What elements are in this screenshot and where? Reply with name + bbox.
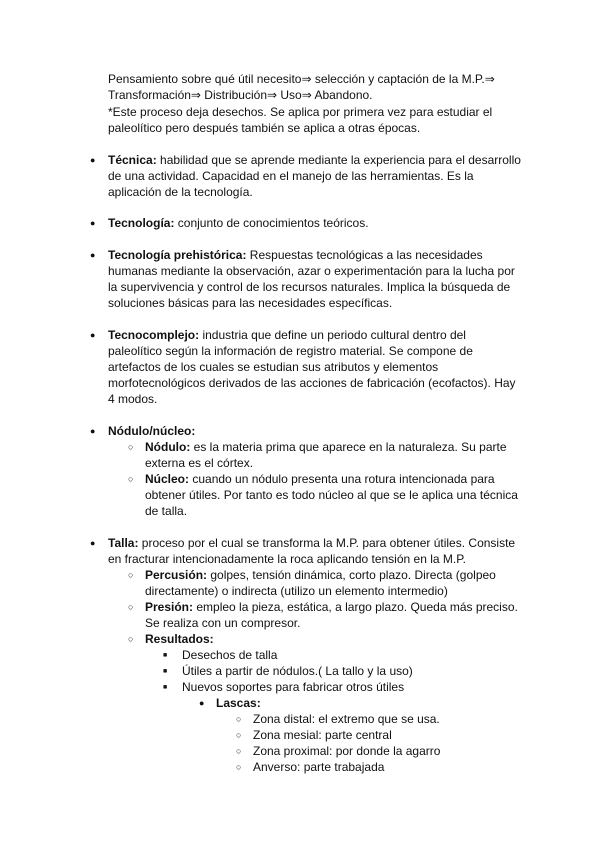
resultado-item-2: Útiles a partir de nódulos.( La tallo y la uso) <box>182 664 413 678</box>
presion-line-1: Presión: empleo la pieza, estática, a largo plazo. Queda más preciso. <box>145 600 518 614</box>
intro-line-1: Pensamiento sobre qué útil necesito⇒ selección y captación de la M.P.⇒ <box>108 72 495 86</box>
term-nucleo: Núcleo: <box>145 472 190 486</box>
intro-line-4: paleolítico pero después también se aplica a otras épocas. <box>108 121 421 135</box>
bullet-circle-icon: ○ <box>128 570 134 580</box>
term-tecnologia: Tecnología: <box>108 216 175 230</box>
term-nodulo-nucleo: Nódulo/núcleo: <box>108 424 196 438</box>
term-tecnologia-prehistorica: Tecnología prehistórica: <box>108 248 247 262</box>
intro-line-3: *Este proceso deja desechos. Se aplica por primera vez para estudiar el <box>108 105 493 119</box>
bullet-circle-icon: ○ <box>236 746 242 756</box>
term-nodulo: Nódulo: <box>145 440 191 454</box>
bullet-dot-icon: ● <box>90 218 96 228</box>
nodulo-line-2: externa es el córtex. <box>145 456 254 470</box>
bullet-circle-icon: ○ <box>128 602 134 612</box>
term-tecnocomplejo: Tecnocomplejo: <box>108 328 200 342</box>
term-lascas: Lascas: <box>216 696 261 710</box>
bullet-dot-icon: ● <box>90 250 96 260</box>
tecnocomplejo-line-3: artefactos de los cuales se estudian sus atributos y elementos <box>108 360 439 374</box>
bullet-square-icon: ■ <box>163 668 168 675</box>
bullet-circle-icon: ○ <box>128 634 134 644</box>
tecnocomplejo-line-1: Tecnocomplejo: industria que define un periodo cultural dentro del <box>108 328 466 342</box>
tecnocomplejo-line-4: morfotecnológicos derivados de las acciones de fabricación (ecofactos). Hay <box>108 376 516 390</box>
bullet-dot-icon: ● <box>90 538 96 548</box>
tecnologia-line-1: Tecnología: conjunto de conocimientos teóricos. <box>108 216 369 230</box>
talla-line-2: en fracturar intencionadamente la roca aplicando tensión en la M.P. <box>108 552 467 566</box>
bullet-circle-icon: ○ <box>236 730 242 740</box>
term-presion: Presión: <box>145 600 194 614</box>
lasca-zona-proximal: Zona proximal: por donde la agarro <box>253 744 441 758</box>
tecnica-line-3: aplicación de la tecnología. <box>108 185 253 199</box>
prehistorica-line-1: Tecnología prehistórica: Respuestas tecnológicas a las necesidades <box>108 248 483 262</box>
term-percusion: Percusión: <box>145 568 208 582</box>
bullet-circle-icon: ○ <box>236 762 242 772</box>
term-resultados: Resultados: <box>145 632 214 646</box>
prehistorica-line-4: soluciones básicas para las necesidades específicas. <box>108 296 393 310</box>
nucleo-line-3: de talla. <box>145 504 188 518</box>
bullet-circle-icon: ○ <box>128 474 134 484</box>
resultado-item-1: Desechos de talla <box>182 648 278 662</box>
prehistorica-line-2: humanas mediante la observación, azar o experimentación para la lucha por <box>108 264 515 278</box>
bullet-square-icon: ■ <box>163 652 168 659</box>
talla-line-1: Talla: proceso por el cual se transforma la M.P. para obtener útiles. Consiste <box>108 536 516 550</box>
tecnocomplejo-line-2: paleolítico según la información de registro material. Se compone de <box>108 344 473 358</box>
bullet-dot-icon: ● <box>90 155 96 165</box>
percusion-line-1: Percusión: golpes, tensión dinámica, corto plazo. Directa (golpeo <box>145 568 496 582</box>
nodulo-line-1: Nódulo: es la materia prima que aparece en la naturaleza. Su parte <box>145 440 507 454</box>
bullet-dot-icon: ● <box>90 426 96 436</box>
bullet-square-icon: ■ <box>163 684 168 691</box>
intro-line-2: Transformación⇒ Distribución⇒ Uso⇒ Abandono. <box>108 88 373 102</box>
tecnica-line-1: Técnica: habilidad que se aprende mediante la experiencia para el desarrollo <box>108 153 521 167</box>
nucleo-line-2: obtener útiles. Por tanto es todo núcleo al que se le aplica una técnica <box>145 488 518 502</box>
bullet-dot-icon: ● <box>90 330 96 340</box>
prehistorica-line-3: la supervivencia y control de los recursos naturales. Implica la búsqueda de <box>108 280 511 294</box>
lasca-anverso: Anverso: parte trabajada <box>253 760 385 774</box>
tecnocomplejo-line-5: 4 modos. <box>108 392 158 406</box>
resultado-item-3: Nuevos soportes para fabricar otros útiles <box>182 680 405 694</box>
tecnica-line-2: de una actividad. Capacidad en el manejo de las herramientas. Es la <box>108 169 474 183</box>
term-talla: Talla: <box>108 536 139 550</box>
nucleo-line-1: Núcleo: cuando un nódulo presenta una rotura intencionada para <box>145 472 495 486</box>
bullet-circle-icon: ○ <box>128 442 134 452</box>
term-tecnica: Técnica: <box>108 153 157 167</box>
bullet-circle-icon: ○ <box>236 714 242 724</box>
lasca-zona-distal: Zona distal: el extremo que se usa. <box>253 712 440 726</box>
presion-line-2: Se realiza con un compresor. <box>145 616 301 630</box>
lasca-zona-mesial: Zona mesial: parte central <box>253 728 392 742</box>
percusion-line-2: directamente) o indirecta (utilizo un elemento intermedio) <box>145 584 448 598</box>
bullet-dot-icon: ● <box>199 698 205 708</box>
